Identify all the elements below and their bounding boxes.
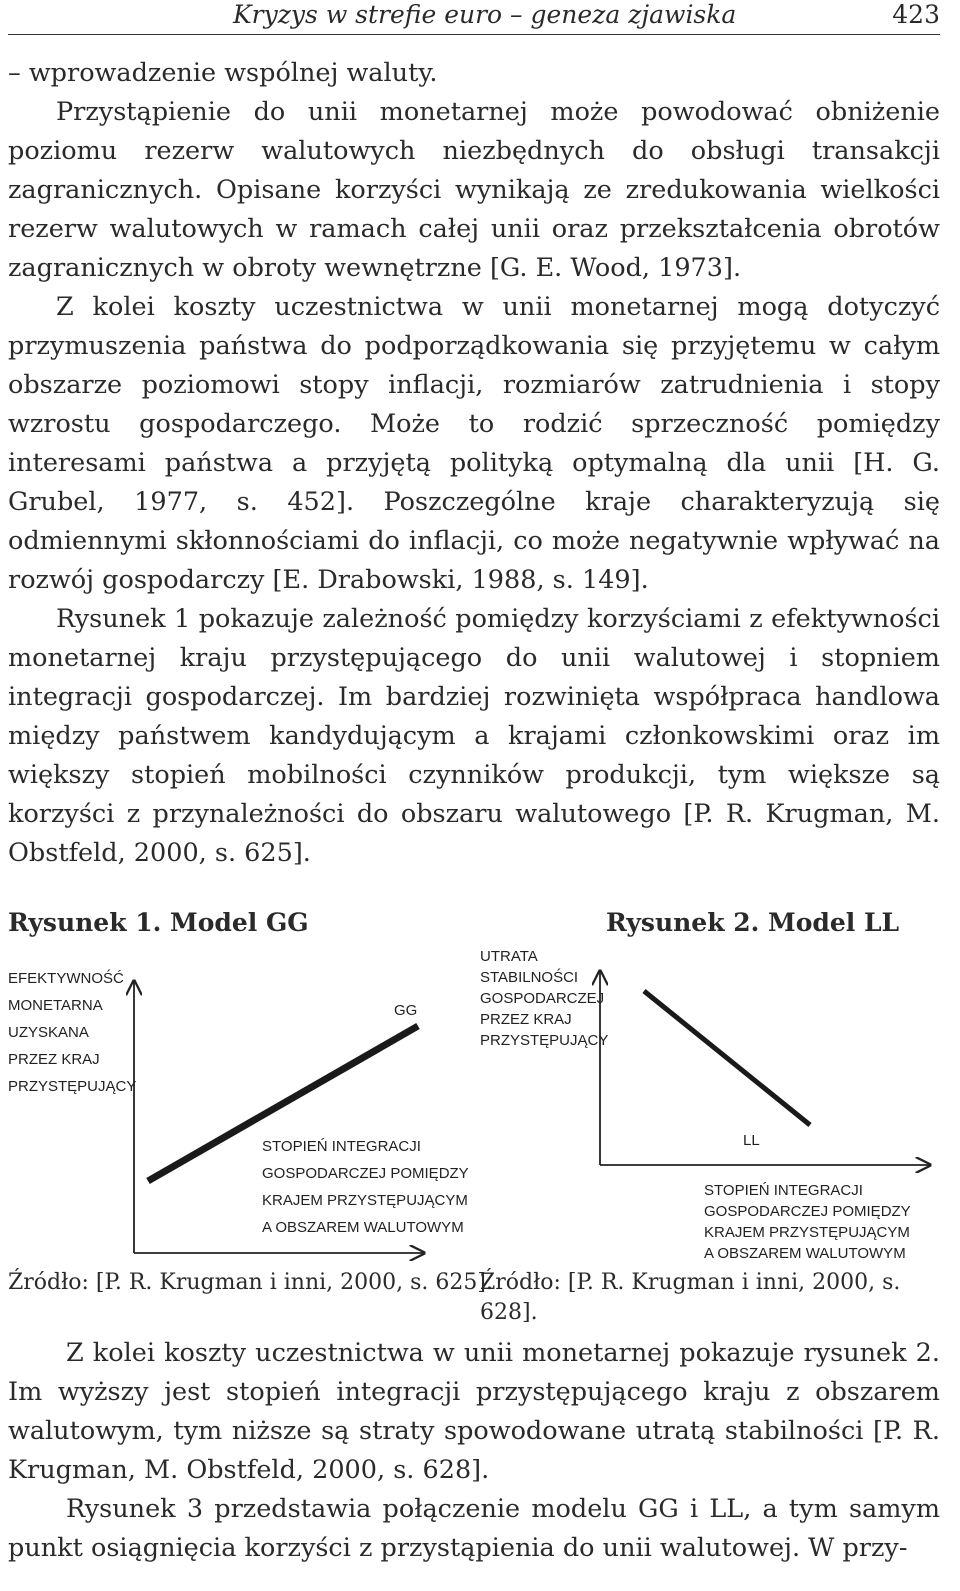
- figure1-source: Źródło: [P. R. Krugman i inni, 2000, s. 625].: [8, 1270, 493, 1295]
- figure1-y-label-1: EFEKTYWNOŚĆ: [8, 970, 124, 987]
- figure1-gg-curve: [148, 1026, 418, 1181]
- paragraph-figure3: Rysunek 3 przedstawia połączenie modelu GG i LL, a tym samym punkt osiągnięcia korzyści z przystąpienia do unii walutowej. W przy-: [8, 1494, 940, 1563]
- figure2-x-label-4: A OBSZAREM WALUTOWYM: [704, 1245, 906, 1262]
- figure2-y-label-1: UTRATA: [480, 948, 538, 965]
- running-header: [8, 0, 940, 35]
- paragraph-figure2: Z kolei koszty uczestnictwa w unii monetarnej pokazuje rysunek 2. Im wyższy jest stopień integracji przystępującego kraju z obszarem walutowym, tym niższe są straty spowodowane utratą stabilności [P. R. Krugman, M. Obstfeld, 2000, s. 628].: [8, 1338, 940, 1485]
- paragraph-figure1: Rysunek 1 pokazuje zależność pomiędzy korzyściami z efektywności monetarnej kraju przystępującego do unii walutowej i stopniem integracji gospodarczej. Im bardziej rozwinięta współpraca handlowa między państwem kandydującym a krajami członkowskimi oraz im większy stopień mobilności czynników produkcji, tym większe są korzyści z przynależności do obszaru walutowego [P. R. Krugman, M. Obstfeld, 2000, s. 625].: [8, 604, 940, 868]
- figure1-gg-model: [8, 945, 469, 1263]
- figure2-ll-model: [478, 945, 938, 1263]
- figure2-y-label-3: GOSPODARCZEJ: [480, 990, 605, 1007]
- figure1-y-label-4: PRZEZ KRAJ: [8, 1051, 100, 1068]
- figure2-source: Źródło: [P. R. Krugman i inni, 2000, s. 628].: [480, 1270, 901, 1325]
- figure2-y-label-4: PRZEZ KRAJ: [480, 1011, 572, 1028]
- figure1-y-label-3: UZYSKANA: [8, 1024, 89, 1041]
- figure2-x-label-2: GOSPODARCZEJ POMIĘDZY: [704, 1203, 911, 1220]
- paragraph-reserves: Przystąpienie do unii monetarnej może powodować obniżenie poziomu rezerw walutowych niezbędnych do obsługi transakcji zagranicznych. Opisane korzyści wynikają ze zredukowania wielkości rezerw walutowych w ramach całej unii oraz przekształcenia obrotów zagranicznych w obroty wewnętrzne [G. E. Wood, 1973].: [8, 97, 940, 283]
- figure1-x-label-2: GOSPODARCZEJ POMIĘDZY: [262, 1165, 469, 1182]
- figure2-y-label-5: PRZYSTĘPUJĄCY: [480, 1032, 609, 1049]
- figure1-y-label-5: PRZYSTĘPUJĄCY: [8, 1078, 137, 1095]
- list-item-currency: – wprowadzenie wspólnej waluty.: [8, 58, 438, 88]
- figure1-title: Rysunek 1. Model GG: [8, 908, 309, 937]
- figure1-x-label-1: STOPIEŃ INTEGRACJI: [262, 1138, 421, 1155]
- figure2-ll-curve: [644, 991, 810, 1125]
- body-text-bottom: [8, 1334, 940, 1568]
- figure2-x-label-1: STOPIEŃ INTEGRACJI: [704, 1182, 863, 1199]
- figure2-x-label-3: KRAJEM PRZYSTĘPUJĄCYM: [704, 1224, 910, 1241]
- figure1-x-label-4: A OBSZAREM WALUTOWYM: [262, 1219, 464, 1236]
- figure2-y-label-2: STABILNOŚCI: [480, 969, 579, 986]
- figure2-curve-label: LL: [743, 1132, 760, 1149]
- running-title: Kryzys w strefie euro – geneza zjawiska: [233, 0, 737, 29]
- page-number: 423: [892, 0, 940, 29]
- paragraph-costs: Z kolei koszty uczestnictwa w unii monetarnej mogą dotyczyć przymuszenia państwa do podporządkowania się przyjętemu w całym obszarze poziomowi stopy inflacji, rozmiarów zatrudnienia i stopy wzrostu gospodarczego. Może to rodzić sprzeczność pomiędzy interesami państwa a przyjętą polityką optymalną dla unii [H. G. Grubel, 1977, s. 452]. Poszczególne kraje charakteryzują się odmiennymi skłonnościami do inflacji, co może negatywnie wpływać na rozwój gospodarczy [E. Drabowski, 1988, s. 149].: [8, 292, 940, 595]
- figure2-title: Rysunek 2. Model LL: [606, 908, 900, 937]
- figure1-curve-label: GG: [394, 1002, 418, 1019]
- body-text-top: [8, 54, 940, 873]
- figure1-y-label-2: MONETARNA: [8, 997, 103, 1014]
- figure1-x-label-3: KRAJEM PRZYSTĘPUJĄCYM: [262, 1192, 468, 1209]
